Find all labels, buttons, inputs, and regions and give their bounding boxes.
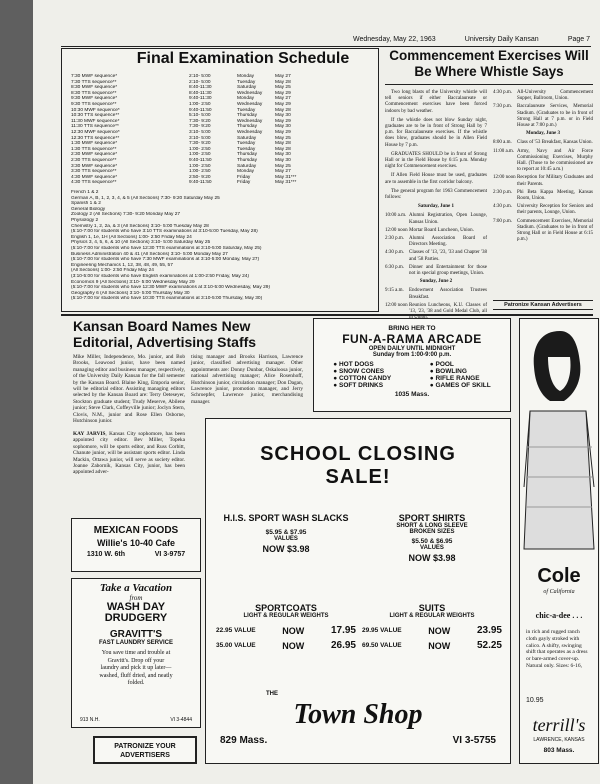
schedule-item xyxy=(385,250,487,262)
kansan-board-col1b-lead: KAY JARVIS xyxy=(73,430,106,437)
schedule-item xyxy=(493,140,593,146)
price-row xyxy=(216,625,356,636)
schedule-event: Endowment Association Trustees Breakfast. xyxy=(409,288,487,300)
sale-price: 52.25 xyxy=(476,640,502,651)
exam-cell: May 30 xyxy=(275,113,291,119)
schedule-time: 4:30 p.m. xyxy=(493,90,513,95)
kansan-board-col1 xyxy=(73,354,185,476)
exam-cell: 1:00- 2:50 xyxy=(189,152,211,158)
schedule-event: Commencement Exercises, Memorial Stadium. (Graduates to be in front of Strong Hall or in Field House at 6:15 p.m.) xyxy=(517,218,593,243)
gravitt-line1: Take a Vacation xyxy=(99,582,173,594)
exam-cell: 7:30- 9:20 xyxy=(189,118,211,124)
exam-cell: 11:30 TTS sequence** xyxy=(71,124,119,130)
schedule-event: Reception for Military Graduates and their Parents. xyxy=(517,175,593,187)
exam-cell: Tuesday xyxy=(237,141,256,147)
exam-cell: 1:00- 2:50 xyxy=(189,169,211,175)
fun-list-item: ● BOWLING xyxy=(429,368,467,375)
schedule-time: 9:15 a.m. xyxy=(385,288,404,294)
price-value: 29.95 VALUE xyxy=(362,627,402,634)
exam-cell: Thursday xyxy=(237,124,257,130)
gravitt-address: 913 N.H. xyxy=(80,717,100,723)
schedule-item xyxy=(493,204,593,216)
fun-title: FUN-A-RAMA ARCADE xyxy=(342,332,482,346)
exam-cell: May 29 xyxy=(275,129,291,135)
kansan-board-col2: tising manager and Brooks Harrison, Lawrence junior, classified advertising manager. Other appointments are: Donny Dunbar, Oskaloosa junior, national advertising manager; Alice Rosenhoff, Hutchinson junior, circulation manager; Don Dagan, Lawrence junior, promotion manager, and Jerry Schroepfer, Lawrence junior, merchandising manager. xyxy=(191,354,303,405)
exam-cell: 1:30 TTS sequence** xyxy=(71,146,117,152)
shirt-title: SPORT SHIRTS xyxy=(398,513,466,523)
exam-cell: Thursday xyxy=(237,152,257,158)
exam-course-line: (5:10-7:00 for students who have 7:30 MWF examinations at 3:10-5:00 Monday, May 27) xyxy=(71,257,260,263)
schedule-time: 11:00 a.m. xyxy=(493,148,515,154)
exam-cell: 8:30 TTS sequence** xyxy=(71,90,117,96)
gravitt-line2: from xyxy=(129,594,143,602)
shirt-prices: $5.50 & $6.95 xyxy=(411,538,453,545)
gravitt-ad xyxy=(71,578,201,728)
patronize-advertisers-ad xyxy=(93,736,197,764)
exam-cell: May 25 xyxy=(275,85,291,91)
terrills-logo: terrill's xyxy=(532,715,586,735)
exam-cell: May 30 xyxy=(275,157,291,163)
schedule-event: Dinner and Entertainment for those not in special group meetings, Union. xyxy=(409,264,487,277)
fun-list-item: ● SOFT DRINKS xyxy=(333,382,384,389)
exam-cell: May 30 xyxy=(275,124,291,130)
schedule-event: All-University Commencement Supper, Ballroom, Union. xyxy=(517,90,593,102)
cole-price: 10.95 xyxy=(526,697,544,704)
sportcoats-rows xyxy=(216,625,356,651)
schedule-time: 7:00 p.m. xyxy=(493,218,513,224)
commencement-headline: Commencement Exercises Will Be Where Whistle Says xyxy=(389,48,589,79)
mexican-title: MEXICAN FOODS xyxy=(93,525,179,536)
exam-schedule-title: Final Examination Schedule xyxy=(136,50,350,67)
commencement-right-column xyxy=(493,90,593,245)
exam-cell: 7:30- 9:20 xyxy=(189,141,211,147)
exam-cell: Saturday xyxy=(237,163,257,169)
exam-course-line: Chemistry 1, 2, 2a, & 3 (All Sections) 3:10- 5:00 Tuesday May 28 xyxy=(71,223,209,229)
schedule-event: Class of '53 Breakfast, Kansas Union. xyxy=(517,140,593,146)
exam-course-line: Geography 6 (All Sections) 3:10- 5:00 Thursday May 30 xyxy=(71,290,190,296)
exam-cell: 9:30 MWF sequence* xyxy=(71,96,118,102)
exam-cell: 1:30 MWF sequence* xyxy=(71,141,118,147)
exam-cell: 9:30 TTS sequence** xyxy=(71,101,117,107)
masthead-page: Page 7 xyxy=(567,36,590,43)
price-now-label: NOW xyxy=(282,625,305,636)
exam-cell: 7:30- 9:20 xyxy=(189,124,211,130)
town-headline2: SALE! xyxy=(325,466,391,488)
exam-cell: 2:30 TTS sequence** xyxy=(71,157,117,163)
schedule-event: Phi Beta Kappa Meeting, Kansas Room, Union. xyxy=(517,189,593,202)
mid-rule xyxy=(61,314,593,316)
newspaper-page xyxy=(33,0,600,784)
fun-list-item: ● SNOW CONES xyxy=(333,368,385,375)
exam-course-line: English 1, 1e, 1H (All Sections) 1:00- 2:50 Friday May 24 xyxy=(71,234,192,240)
schedule-item xyxy=(493,175,593,187)
exam-cell: May 28 xyxy=(275,79,291,85)
exam-course-line: (5:10-7:00 for students who have 10:30 TTS examinations at 3:10-5:00 Thursday, May 30) xyxy=(71,296,263,302)
shirt-now: NOW $3.98 xyxy=(408,553,456,563)
exam-cell: May 25 xyxy=(275,163,291,169)
schedule-event: Reunion Luncheons, K.U. Classes of '13, '23, '38 and Gold Medal Club, all xyxy=(409,302,487,315)
fun-list-item: ● RIFLE RANGE xyxy=(429,375,480,382)
exam-cell: May 28 xyxy=(275,107,291,113)
exam-cell: May 25 xyxy=(275,135,291,141)
exam-cell: May 27 xyxy=(275,169,291,175)
schedule-day-label: Monday, June 3 xyxy=(525,131,561,137)
exam-cell: 12:30 MWF sequence* xyxy=(71,129,120,135)
exam-cell: 4:30 MWF sequence* xyxy=(71,174,118,180)
commencement-paragraph: If Allen Field House must be used, graduates are to assemble in the first corridor balcony. xyxy=(385,173,487,185)
kansan-board-headline: Kansan Board Names New Editorial, Advertising Staffs xyxy=(73,318,257,350)
sportcoats-title: SPORTCOATS xyxy=(255,603,317,613)
mexican-phone: VI 3-9757 xyxy=(154,551,186,558)
exam-cell: 3:30 MWF sequence* xyxy=(71,163,118,169)
suits-rows xyxy=(362,625,502,651)
exam-cell: May 29 xyxy=(275,118,291,124)
exam-cell: May 28 xyxy=(275,141,291,147)
suits-sub: LIGHT & REGULAR WEIGHTS xyxy=(389,613,475,619)
town-headline1: SCHOOL CLOSING xyxy=(260,443,456,465)
shirt-values: VALUES xyxy=(420,545,444,551)
exam-cell: Wednesday xyxy=(237,118,263,124)
exam-course-line: (5:10-7:00 for students who have 3:10 TTS examinations at 3:10-5:00 Tuesday, May 28) xyxy=(71,229,258,235)
price-value: 22.95 VALUE xyxy=(216,627,256,634)
schedule-time: 4:30 p.m. xyxy=(385,250,405,256)
exam-schedule-table xyxy=(71,74,367,186)
town-shop-logo: Town Shop xyxy=(293,699,423,730)
gravitt-name: GRAVITT'S xyxy=(109,629,163,640)
exam-cell: 9:40-11:50 xyxy=(189,157,212,163)
fun-pre: BRING HER TO xyxy=(388,325,436,332)
masthead-date: Wednesday, May 22, 1963 xyxy=(353,36,436,43)
shirt-sub: SHORT & LONG SLEEVE xyxy=(396,523,468,529)
schedule-item xyxy=(385,236,487,248)
gravitt-line3: WASH DAY xyxy=(106,601,166,613)
commencement-paragraph: GRADUATES SHOULD be in front of Strong Hall or in the Field House by 6:15 p.m. Monday night for Commencement exercises. xyxy=(385,151,487,170)
schedule-event: Classes of '13, '23, '33 and Chapter '38 and '58 Parties. xyxy=(409,250,487,262)
town-the: THE xyxy=(266,691,278,697)
patronize-line: Patronize Kansan Advertisers xyxy=(493,300,593,310)
exam-cell: 3:30 TTS sequence** xyxy=(71,169,117,175)
exam-courses-list xyxy=(71,190,371,302)
schedule-time: 12:00 noon xyxy=(385,227,408,233)
cole-sub: of California xyxy=(543,589,575,595)
schedule-time: 2:30 p.m. xyxy=(385,236,405,242)
schedule-event: Alumni Association Board of Directors Meeting. xyxy=(409,236,487,248)
schedule-item xyxy=(385,213,487,225)
cole-brand: Cole xyxy=(537,565,581,587)
exam-course-line: General Biology xyxy=(71,206,106,212)
sportcoats-sub: LIGHT & REGULAR WEIGHTS xyxy=(243,613,329,619)
exam-cell: Tuesday xyxy=(237,146,256,152)
exam-cell: Monday xyxy=(237,74,255,79)
mexican-name: Willie's 10-40 Cafe xyxy=(96,538,176,548)
schedule-event: Army, Navy and Air Force Commissioning Exercises, Murphy Hall. (Those to be commissioned are to report at 10:45 a.m.) xyxy=(517,148,593,173)
schedule-time: 2:30 p.m. xyxy=(493,189,513,195)
exam-cell: 7:30 TTS sequence** xyxy=(71,79,117,85)
price-row xyxy=(216,640,356,651)
mexican-address: 1310 W. 6th xyxy=(86,551,126,558)
commencement-paragraph: Two long blasts of the University whistle will tell seniors if either Baccalaureate or Commencement exercises have been forced indoors by bad weather. xyxy=(385,90,487,114)
schedule-item xyxy=(385,265,487,277)
exam-cell: 8:40-11:30 xyxy=(189,85,212,91)
kansan-board-col1b-text: , Kansas City sophomore, has been appointed city editor. Bev Miller, Topeka sophomore, will be sports editor, and Russ Corbitt, Chanute junior, will be assistant sports editor. Linda Mackin, Ottawa junior, will serve as society editor. Joanne Zaborník, Kansas City, junior, has been appointed adver- xyxy=(73,430,185,476)
exam-cell: 12:30 TTS sequence** xyxy=(71,135,120,141)
price-row xyxy=(362,640,502,651)
schedule-item xyxy=(493,219,593,244)
shirt-sub2: BROKEN SIZES xyxy=(409,529,455,535)
exam-cell: 9:40-11:30 xyxy=(189,96,212,102)
schedule-time: 4:30 p.m. xyxy=(493,204,513,210)
schedule-day-label: Saturday, June 1 xyxy=(418,204,454,210)
exam-cell: May 27 xyxy=(275,96,291,102)
gravitt-phone: VI 3-4844 xyxy=(170,717,192,723)
masthead xyxy=(353,36,590,43)
price-value: 69.50 VALUE xyxy=(362,642,402,649)
exam-cell: Wednesday xyxy=(237,101,263,107)
exam-course-line: French 1 & 2 xyxy=(71,190,99,195)
price-now-label: NOW xyxy=(428,625,451,636)
exam-cell: Thursday xyxy=(237,157,257,163)
exam-cell: Thursday xyxy=(237,113,257,119)
exam-cell: 1:00- 2:50 xyxy=(189,146,211,152)
exam-cell: 10:30 TTS sequence** xyxy=(71,113,120,119)
masthead-paper: University Daily Kansan xyxy=(464,36,539,43)
fun-left-list xyxy=(333,361,391,389)
kansan-board-col1-text: Mike Miller, Independence, Mo. junior, and Bob Brooks, Leawood junior, have been named managing editor and business manager, respectively, of the University Daily Kansan for the fall semester by the Kansan Board. Blaine King, Emporia senior, will be editorial editor. Assisting managing editors selected by the Kansan Board are: Terry Oeteseyer, Stockton graduate student; Trudy Meserve, Abilene junior; Steve Clark, Coffeyville junior; Joclyn Stern, Clovis, N.M., junior and Rose Ellen Osborne, Hutchinson junior. xyxy=(73,354,185,425)
exam-course-line: (All Sections) 1:00- 2:50 Friday May 24 xyxy=(71,268,154,274)
exam-cell: 2:30 MWF sequence* xyxy=(71,152,118,158)
exam-cell: 8:40-11:30 xyxy=(189,90,212,96)
exam-course-line: Economics 9 (All Sections) 3:10- 5:00 Wednesday May 29 xyxy=(71,279,195,285)
wash-values: VALUES xyxy=(274,536,298,542)
schedule-item xyxy=(385,228,487,234)
patronize-text: PATRONIZE YOUR ADVERTISERS xyxy=(114,743,176,759)
exam-cell: Wednesday xyxy=(237,90,263,96)
cole-terrills-ad xyxy=(519,318,599,764)
schedule-time: 6:30 p.m. xyxy=(385,264,405,270)
exam-cell: Saturday xyxy=(237,135,257,141)
exam-cell: Tuesday xyxy=(237,107,256,113)
exam-cell: 2:10- 5:00 xyxy=(189,79,211,85)
price-row xyxy=(362,625,502,636)
exam-cell: 4:30 TTS sequence** xyxy=(71,180,117,186)
exam-cell: May 31*** xyxy=(275,180,297,186)
schedule-item xyxy=(493,90,593,102)
schedule-time: 12:00 noon xyxy=(385,302,408,308)
fun-list-item: ● GAMES OF SKILL xyxy=(429,382,491,389)
town-address: 829 Mass. xyxy=(220,735,268,746)
price-now-label: NOW xyxy=(282,640,305,651)
exam-cell: Saturday xyxy=(237,85,257,91)
exam-cell: Monday xyxy=(237,169,255,175)
schedule-time: 10:00 a.m. xyxy=(385,213,407,219)
sale-price: 23.95 xyxy=(476,625,502,636)
exam-cell: 2:50- 9:20 xyxy=(189,174,211,180)
schedule-item xyxy=(493,149,593,174)
exam-cell: 2:10- 5:00 xyxy=(189,74,211,79)
wash-title: H.I.S. SPORT WASH SLACKS xyxy=(223,513,349,523)
town-shop-ad xyxy=(205,418,511,764)
mexican-foods-ad xyxy=(71,518,201,572)
exam-cell: May 30 xyxy=(275,152,291,158)
price-now-label: NOW xyxy=(428,640,451,651)
gravitt-service: FAST LAUNDRY SERVICE xyxy=(99,640,173,646)
fun-hours: OPEN DAILY UNTIL MIDNIGHT xyxy=(368,346,456,352)
exam-course-line: German A, B, 1, 2, 3, 4, & 5 (All Sections) 7:30- 9:20 Saturday May 25 xyxy=(71,195,220,201)
fun-a-rama-ad xyxy=(313,318,511,412)
commencement-paragraph: If the whistle does not blow Sunday night, graduates are to be in front of Strong Hall by 7 p.m. for Baccalaureate exercises. If the whistle does blow, graduates should be in Allen Field House by 7 p.m. xyxy=(385,117,487,148)
wash-prices: $5.95 & $7.95 xyxy=(265,529,307,536)
fun-right-list xyxy=(430,361,491,389)
exam-cell: May 29 xyxy=(275,90,291,96)
exam-cell: Tuesday xyxy=(237,79,256,85)
exam-course-line: (3:10-5:00 for students who have English examinations at 1:00-2:50 Friday, May 24) xyxy=(71,273,250,279)
schedule-event: Baccalaureate Services, Memorial Stadium. (Graduates to be in front of Strong Hall at 7 p.m. or in Field House at 7:00 p.m.) xyxy=(517,104,593,129)
top-rule xyxy=(61,46,591,47)
gravitt-line4: DRUDGERY xyxy=(104,612,168,624)
schedule-item xyxy=(385,288,487,300)
fun-address: 1035 Mass. xyxy=(394,391,430,398)
schedule-event: Alumni Registration, Open Lounge, Kansas Union. xyxy=(409,213,487,225)
exam-cell: 1:00- 2:50 xyxy=(189,163,211,169)
cole-body: in rich and rugged ranch cloth gayly stroked with calico. A shifty, swinging shift that operates as a dress or bare-armed cover-up. Natural only. Sizes: 6-16, xyxy=(526,629,588,669)
schedule-time: 8:00 a.m. xyxy=(493,140,512,146)
terrills-city: LAWRENCE, KANSAS xyxy=(533,737,585,743)
exam-cell: 7:30 MWF sequence* xyxy=(71,74,118,79)
gravitt-body: You save time and trouble at Gravitt's. Drop off your laundry and pick it up later—washed, fluff dried, and neatly folded. xyxy=(99,650,173,686)
exam-course-line: Engineering Mechanics 1, 12, 38, 48, 49, 55, 57 xyxy=(71,262,173,268)
schedule-day-label: Sunday, June 2 xyxy=(419,279,453,285)
exam-cell: Friday xyxy=(237,174,251,180)
exam-cell: 9:40-11:50 xyxy=(189,180,212,186)
exam-cell: May 28 xyxy=(275,146,291,152)
exam-cell: 11:30 MWF sequence* xyxy=(71,118,120,124)
exam-course-line: (5:10-7:00 for students who have 12:30 MWF examinations at 3:10-5:00 Wednesday, May 29) xyxy=(71,285,271,291)
town-phone: VI 3-5755 xyxy=(452,735,496,746)
fun-sunday: Sunday from 1:00-9:00 p.m. xyxy=(372,352,452,358)
exam-cell: 8:30 MWF sequence* xyxy=(71,85,118,91)
exam-course-line: Physics 3, 4, 5, 6, & 10 (All Sections) 3:10- 5:00 Saturday May 25 xyxy=(71,240,211,246)
exam-cell: May 31*** xyxy=(275,174,297,180)
exam-cell: May 29 xyxy=(275,101,291,107)
commencement-rule xyxy=(385,84,593,85)
schedule-item xyxy=(493,190,593,202)
exam-cell: Friday xyxy=(237,180,251,186)
dress-shape xyxy=(524,411,594,549)
exam-row xyxy=(71,180,367,186)
exam-cell: Monday xyxy=(237,96,255,102)
exam-cell: May 27 xyxy=(275,74,291,79)
exam-cell: 3:10- 5:00 xyxy=(189,129,211,135)
schedule-time: 12:00 noon xyxy=(493,175,516,181)
woman-illustration xyxy=(520,327,598,557)
exam-cell: 9:40-11:50 xyxy=(189,107,212,113)
fun-list-item: ● POOL xyxy=(429,361,454,368)
exam-course-line: Physiology 2 xyxy=(71,217,99,223)
exam-cell: 10:30 MWF sequence* xyxy=(71,107,120,113)
cole-tagline: chic-a-dee . . . xyxy=(535,611,583,620)
schedule-event: Mortar Board Luncheon, Union. xyxy=(409,227,474,233)
fun-list-item: ● COTTON CANDY xyxy=(333,375,392,382)
schedule-time: 7:30 p.m. xyxy=(493,104,513,110)
fun-list-item: ● HOT DOGS xyxy=(333,361,374,368)
sale-price: 17.95 xyxy=(330,625,356,636)
price-value: 35.00 VALUE xyxy=(216,642,256,649)
exam-course-line: Zoology 2 (All Sections) 7:30- 9:20 Monday May 27 xyxy=(71,212,181,218)
exam-cell: 1:00- 2:50 xyxy=(189,101,211,107)
exam-course-line: Spanish 1 & 2 xyxy=(71,201,101,207)
terrills-address: 803 Mass. xyxy=(543,747,575,754)
exam-course-line: Business Administration 40 & 41 (All Sections) 3:10- 5:00 Monday May 27 xyxy=(71,251,228,257)
sale-price: 26.95 xyxy=(330,640,356,651)
exam-course-line: (5:10-7:00 for students who have 12:30 TTS examinations at 3:10-5:00 Saturday, May 25) xyxy=(71,245,262,251)
schedule-item xyxy=(493,104,593,129)
suits-title: SUITS xyxy=(418,603,446,613)
exam-cell: 5:10- 5:00 xyxy=(189,113,211,119)
exam-cell: Wednesday xyxy=(237,129,263,135)
wash-now: NOW $3.98 xyxy=(262,544,310,554)
exam-cell: 3:10- 5:00 xyxy=(189,135,211,141)
commencement-left-column xyxy=(385,90,487,324)
commencement-paragraph: The general program for 1963 Commencement follows: xyxy=(385,188,487,201)
schedule-event: University Reception for Seniors and their parents, Lounge, Union. xyxy=(517,204,593,216)
